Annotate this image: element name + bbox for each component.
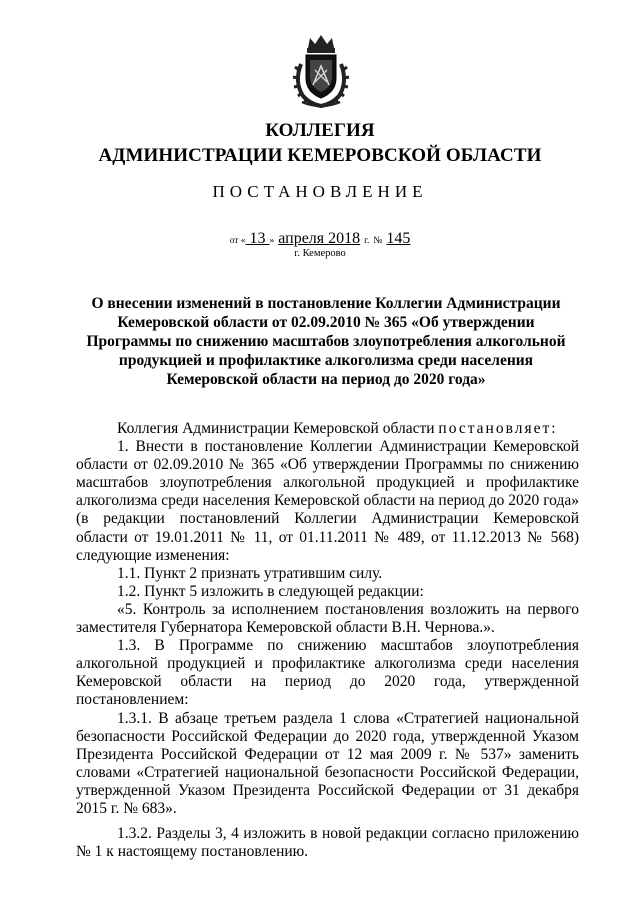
- year-suffix: г.: [364, 236, 370, 246]
- date-day: 13: [249, 230, 266, 247]
- paragraph-1: 1. Внести в постановление Коллегии Администрации Кемеровской области от 02.09.2010 № 365 «Об утверждении Программы по снижению масштабов злоупотребления алкогольной продукцией и профилактике алкоголизма среди населения Кемеровской области на период до 2020 года» (в редакции постановлений Коллегии Администрации Кемеровской области от 19.01.2011 № 11, от 01.11.2011 № 489, от 11.12.2013 № 568) следующие изменения:: [76, 438, 579, 564]
- document-title: О внесении изменений в постановление Коллегии Администрации Кемеровской области от 02.09.2010 № 365 «Об утверждении Программы по снижению масштабов злоупотребления алкогольной продукцией и профилактике алкоголизма среди населения Кемеровской области на период до 2020 года»: [86, 295, 566, 388]
- intro-verb: постановляет:: [438, 420, 558, 437]
- date-month-year: апреля 2018: [278, 230, 361, 247]
- paragraph-1-3: 1.3. В Программе по снижению масштабов злоупотребления алкогольной продукцией и профилактике алкоголизма среди населения Кемеровской области на период до 2020 года, утвержденной постановлением:: [76, 637, 579, 709]
- date-prefix: от «: [229, 236, 246, 246]
- paragraph-1-2: 1.2. Пункт 5 изложить в следующей редакции:: [117, 582, 424, 600]
- coat-of-arms-emblem: [288, 30, 354, 110]
- city-label: г. Кемерово: [294, 248, 346, 259]
- paragraph-1-3-2: 1.3.2. Разделы 3, 4 изложить в новой редакции согласно приложению № 1 к настоящему постановлению.: [76, 825, 579, 861]
- intro-text: Коллегия Администрации Кемеровской области: [117, 420, 435, 437]
- paragraph-1-1: 1.1. Пункт 2 признать утратившим силу.: [117, 564, 383, 582]
- org-name-line1: КОЛЛЕГИЯ: [265, 120, 375, 141]
- date-mid: »: [269, 236, 275, 246]
- document-type: ПОСТАНОВЛЕНИЕ: [212, 182, 428, 201]
- document-number: 145: [386, 230, 411, 247]
- intro-paragraph: [76, 420, 579, 438]
- paragraph-1-3-1: 1.3.1. В абзаце третьем раздела 1 слова «Стратегией национальной безопасности Российской Федерации до 2020 года, утвержденной Указом Президента Российской Федерации от 12 мая 2009 г. № 537» заменить словами «Стратегией национальной безопасности Российской Федерации, утвержденной Указом Президента Российской Федерации от 31 декабря 2015 г. № 683».: [76, 709, 579, 817]
- paragraph-1-2-quote: «5. Контроль за исполнением постановления возложить на первого заместителя Губернатора Кемеровской области В.Н. Чернова.».: [76, 600, 579, 637]
- number-sign: №: [373, 236, 383, 246]
- document-body: [76, 420, 579, 861]
- date-number-line: [0, 231, 640, 247]
- org-name-line2: АДМИНИСТРАЦИИ КЕМЕРОВСКОЙ ОБЛАСТИ: [98, 145, 542, 166]
